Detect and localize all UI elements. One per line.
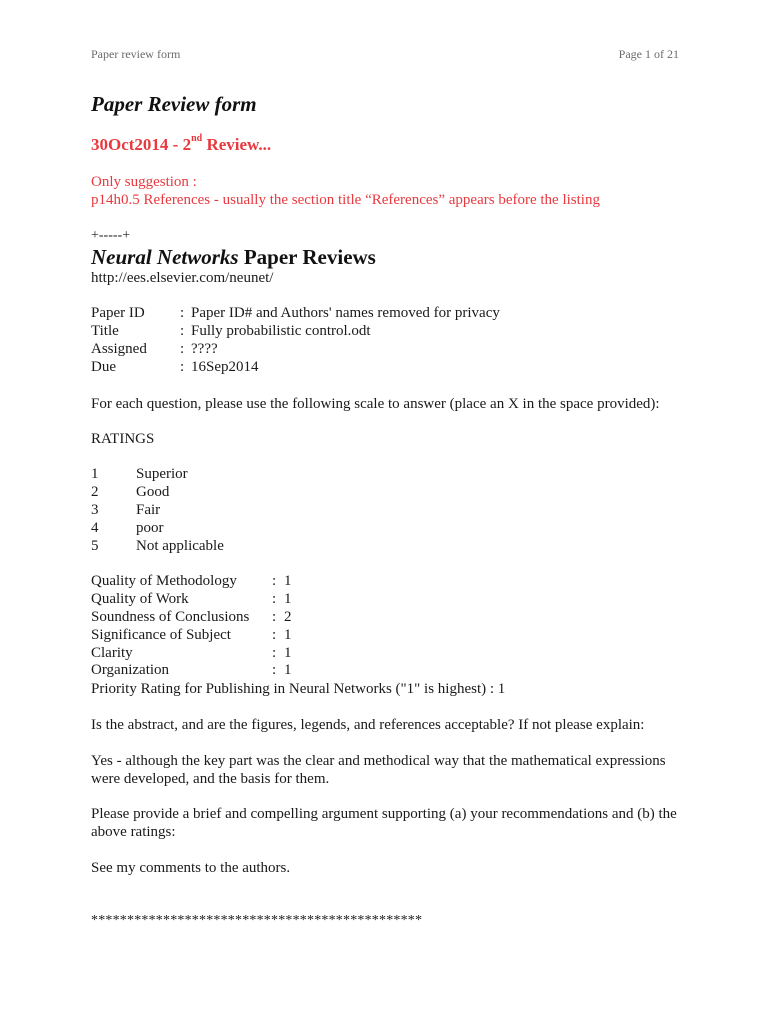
rating-label: poor	[136, 520, 164, 536]
score-label: Clarity	[91, 645, 133, 661]
score-value: 1	[284, 662, 292, 678]
field-value: Paper ID# and Authors' names removed for privacy	[191, 305, 500, 321]
journal-title-rest: Paper Reviews	[238, 245, 376, 269]
rating-label: Superior	[136, 466, 188, 482]
rating-number: 3	[91, 502, 99, 518]
score-separator: :	[272, 609, 277, 625]
review-date: 30Oct2014 - 2	[91, 135, 192, 154]
journal-title	[91, 245, 376, 270]
journal-name: Neural Networks	[91, 245, 239, 269]
field-value: 16Sep2014	[191, 359, 259, 375]
score-separator: :	[272, 662, 277, 678]
score-label: Quality of Work	[91, 591, 189, 607]
rating-number: 1	[91, 466, 99, 482]
separator-top: +-----+	[91, 228, 131, 243]
scale-instructions: For each question, please use the following scale to answer (place an X in the space provided):	[91, 396, 660, 412]
rating-label: Good	[136, 484, 170, 500]
field-value: ????	[191, 341, 218, 357]
score-value: 2	[284, 609, 292, 625]
score-value: 1	[284, 627, 292, 643]
rating-label: Not applicable	[136, 538, 224, 554]
rating-label: Fair	[136, 502, 161, 518]
rating-number: 2	[91, 484, 99, 500]
field-label: Assigned	[91, 341, 147, 357]
question-argument: Please provide a brief and compelling argument supporting (a) your recommendations and (b) the above ratings:	[91, 806, 677, 840]
header-page-number: Page 1 of 21	[618, 47, 679, 61]
score-label: Soundness of Conclusions	[91, 609, 250, 625]
priority-rating: Priority Rating for Publishing in Neural Networks ("1" is highest) : 1	[91, 681, 506, 697]
journal-url: http://ees.elsevier.com/neunet/	[91, 270, 274, 286]
score-separator: :	[272, 627, 277, 643]
field-separator: :	[180, 341, 185, 357]
review-line	[91, 135, 271, 155]
score-label: Organization	[91, 662, 170, 678]
score-value: 1	[284, 573, 292, 589]
field-separator: :	[180, 359, 185, 375]
header-left: Paper review form	[91, 47, 181, 61]
score-value: 1	[284, 591, 292, 607]
field-label: Title	[91, 323, 119, 339]
score-separator: :	[272, 645, 277, 661]
field-label: Paper ID	[91, 305, 145, 321]
score-separator: :	[272, 591, 277, 607]
suggestion-text: p14h0.5 References - usually the section title “References” appears before the listing	[91, 192, 600, 208]
score-label: Significance of Subject	[91, 627, 231, 643]
field-label: Due	[91, 359, 116, 375]
score-value: 1	[284, 645, 292, 661]
page-title: Paper Review form	[91, 92, 257, 116]
field-value: Fully probabilistic control.odt	[191, 323, 371, 339]
review-label: Review...	[202, 135, 272, 154]
score-separator: :	[272, 573, 277, 589]
question-abstract: Is the abstract, and are the figures, legends, and references acceptable? If not please explain:	[91, 717, 645, 733]
ratings-heading: RATINGS	[91, 431, 155, 447]
score-label: Quality of Methodology	[91, 573, 237, 589]
rating-number: 4	[91, 520, 99, 536]
suggestion-heading: Only suggestion :	[91, 174, 197, 190]
rating-number: 5	[91, 538, 99, 554]
answer-abstract: Yes - although the key part was the clear and methodical way that the mathematical expressions were developed, and the basis for them.	[91, 753, 666, 787]
field-separator: :	[180, 323, 185, 339]
separator-bottom: **********************************************	[91, 913, 423, 928]
field-separator: :	[180, 305, 185, 321]
answer-argument: See my comments to the authors.	[91, 860, 291, 876]
review-ordinal-suffix: nd	[191, 133, 203, 144]
